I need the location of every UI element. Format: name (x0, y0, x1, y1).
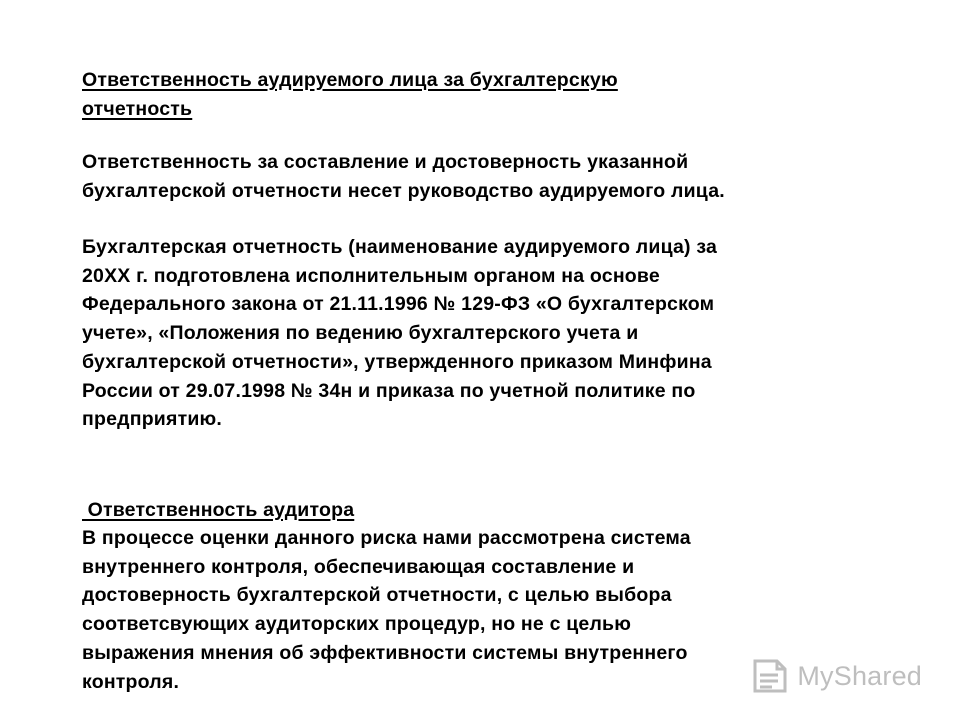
text-line: Бухгалтерская отчетность (наименование аудируемого лица) за (82, 236, 718, 258)
text-line: контроля. (82, 670, 180, 693)
text-line: достоверность бухгалтерской отчетности, с целью выбора (82, 584, 672, 607)
heading-responsibility-auditee (82, 66, 882, 123)
text-line: Ответственность за составление и достоверность указанной (82, 151, 689, 173)
text-line: бухгалтерской отчетности несет руководство аудируемого лица. (82, 179, 725, 202)
heading-line: отчетность (82, 97, 193, 120)
myshared-logo-icon (749, 658, 789, 694)
text-line: внутреннего контроля, обеспечивающая составление и (82, 555, 635, 578)
text-line: 20ХХ г. подготовлена исполнительным органом на основе (82, 264, 660, 287)
watermark (749, 658, 922, 694)
text-line: В процессе оценки данного риска нами рассмотрена система (82, 527, 691, 549)
text-line: России от 29.07.1998 № 34н и приказа по учетной политике по (82, 379, 696, 402)
text-line: выражения мнения об эффективности системы внутреннего (82, 641, 688, 664)
text-line: бухгалтерской отчетности», утвержденного приказом Минфина (82, 350, 712, 373)
heading-line: Ответственность аудитора (82, 499, 355, 521)
text-line: учете», «Положения по ведению бухгалтерского учета и (82, 322, 639, 345)
watermark-text: MyShared (797, 660, 922, 691)
heading-auditor-responsibility (82, 496, 882, 525)
text-line: Федерального закона от 21.11.1996 № 129-ФЗ «О бухгалтерском (82, 293, 715, 316)
text-line: соответсвующих аудиторских процедур, но не с целью (82, 613, 632, 636)
paragraph-management-responsibility (82, 148, 882, 205)
text-line: предприятию. (82, 408, 222, 431)
heading-line: Ответственность аудируемого лица за бухгалтерскую (82, 69, 618, 91)
paragraph-statements-basis (82, 233, 882, 434)
